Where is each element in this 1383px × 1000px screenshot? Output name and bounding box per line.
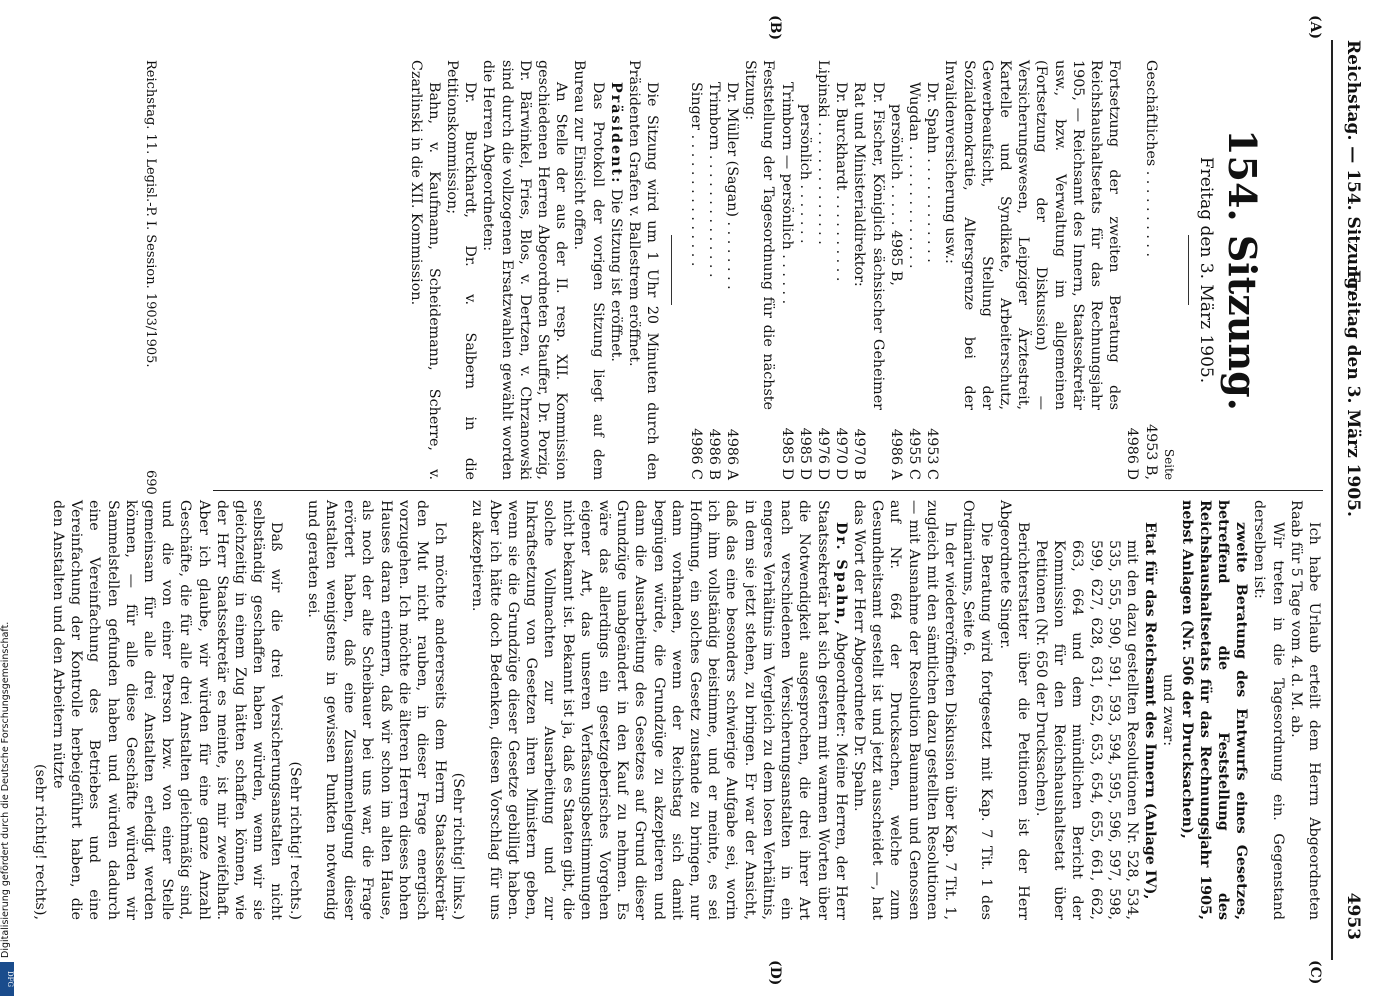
spahn-speech (467, 500, 849, 920)
agenda-intro: Wir treten in die Tagesordnung ein. Gegenstand derselben ist: (1251, 500, 1286, 920)
agenda-resolutions: mit den dazu gestellten Resolutionen Nr. 528, 534, 535, 555, 590, 591, 593, 594, 595, 596, 597, 598, 599, 627, 628, 631, 652, 653, 654, 655, 661, 662, 663, 664 und dem mündlichen Bericht der Kommission für den Reichshaushaltsetat über Petitionen (Nr. 650 der Drucksachen). (1032, 540, 1140, 920)
toc-row (796, 60, 814, 480)
toc-row (705, 60, 723, 480)
toc-page: 4976 D (814, 427, 831, 480)
protocol-paragraph: Das Protokoll der vorigen Sitzung liegt auf dem Bureau zur Einsicht offen. (571, 60, 606, 480)
toc-page: 4955 C (905, 428, 922, 480)
toc-row (887, 60, 905, 480)
toc-entry: Singer . . . . . . . . . . . . . . . (687, 82, 704, 267)
margin-marker-b: (B) (767, 15, 783, 41)
toc-entry: Dr. Spahn . . . . . . . . . . . . (924, 82, 941, 263)
president-paragraph (607, 60, 625, 480)
toc-entry (1123, 60, 1141, 410)
dfg-logo: DFG (0, 962, 14, 996)
digitization-credit: Digitalisierung gefördert durch die Deutsche Forschungsgemeinschaft. (0, 621, 11, 958)
toc-row (905, 60, 923, 480)
header-rule (1331, 40, 1333, 960)
interjection: (Sehr richtig! rechts.) (286, 761, 303, 920)
speech-paragraph: Daß wir die drei Versicherungsanstalten nicht selbständig geschaffen haben würden, wenn wir sie gleichzeitig in einem Zug hätten schaffen können, wie der Herr Staatssekretär es meinte, ist mir zweifelhaft. Aber ich glaube, wir würden für eine ganze Anzahl Geschäfte, die für alle drei Anstalten gleichmäßig sind, und die von einer Person bzw. von einer Stelle gemeinsam für alle drei Anstalten erledigt werden können, — für alle diese Geschäfte würden wir Sammelstellen gefunden haben und würden dadurch eine Vereinfachung des Betriebes und eine Vereinfachung der Kontrolle herbeigeführt haben, die den Anstalten und den Arbeitern nützte (49, 500, 285, 920)
toc-page: 4970 D (833, 427, 850, 480)
toc-entry: persönlich . . . . . . . (796, 104, 813, 244)
agenda-item-title: zweite Beratung des Entwurfs eines Gesetzes, betreffend die Feststellung des Reichshaushaltsetats für das Rechnungsjahr 1905, nebst Anlagen (Nr. 506 der Drucksachen), (1178, 500, 1250, 920)
title-rule (1188, 235, 1189, 305)
agenda-und-zwar: und zwar: (1160, 673, 1177, 747)
toc-page (941, 410, 1123, 480)
speech-text: Abgeordneter: Meine Herren, der Herr Staatssekretär hat sich gestern mit warmen Worten über die Notwendigkeit ausgesprochen, die drei ihrer Art nach verschiedenen Versicherungsanstalten in ein engeres Verhältnis im Vergleich zu dem losen Verhältnis, in dem sie jetzt stehen, zu bringen. Er war der Ansicht, daß das eine besonders schwierige Aufgabe sei, worin ich ihm vollständig beistimme, und er meinte, es sei Hoffnung, ein solches Gesetz zustande zu bringen, nur dann vorhanden, wenn der Reichstag sich damit begnügen würde, die Grundzüge zu akzeptieren und dann die Ausarbeitung des Gesetzes auf Grund dieser Grundzüge unabgeändert in den Kauf zu nehmen. Es wäre das allerdings ein gesetzgeberisches Vorgehen eigener Art, das unseren Verfassungsbestimmungen nicht bekannt ist. Bekannt ist ja, daß es Staaten gibt, die solche Vollmachten zur Ausarbeitung und zur Inkraftsetzung von Gesetzen ihren Ministern geben, wenn sie die Grundzüge dieser Gesetze gebilligt haben. Aber ich hätte doch Bedenken, diesen Vorschlag für uns zu akzeptieren. (468, 500, 849, 920)
toc-row (741, 60, 777, 480)
column-separator (213, 490, 1323, 491)
toc-entry: Trimborn . . . . . . . . . . . . . . (705, 82, 722, 278)
toc-row (941, 60, 1123, 480)
toc-entry: Dr. Burckhardt . . . . . . . . . . (833, 82, 850, 282)
toc-page: 4986 D (1124, 427, 1141, 480)
toc-entry: Lipinski . . . . . . . . . . . . . . (814, 60, 831, 245)
toc-page: 4953 B, (1142, 424, 1159, 480)
speech-paragraph: Ich möchte andererseits dem Herrn Staatssekretär den Mut nicht rauben, in dieser Frage energisch vorzugehen. Ich möchte die älteren Herren dieses hohen Hauses daran erinnern, daß wir schon im alten Hause, als noch der alte Scheibauer bei uns war, die Frage erörtert haben, daß eine Zusammenlegung dieser Anstalten wenigstens in gewissen Punkten notwendig und geraten sei. (304, 500, 449, 920)
toc-row (777, 60, 795, 480)
interjection: (Sehr richtig! links.) (450, 772, 467, 920)
toc-row (850, 60, 886, 480)
opening-paragraph: Die Sitzung wird um 1 Uhr 20 Minuten durch den Präsidenten Grafen v. Ballestrem eröffnet. (626, 60, 661, 480)
toc-entry: Trimborn — persönlich . . . . . . (778, 82, 795, 305)
toc-row (723, 60, 741, 480)
right-column (31, 500, 1323, 920)
margin-marker-c: (C) (1307, 960, 1323, 985)
toc-page: 4986 B (705, 428, 722, 480)
toc-page: 4970 B (851, 428, 868, 480)
session-title: 154. Sitzung. (1220, 129, 1265, 411)
interjection: (sehr richtig! rechts), (31, 763, 48, 920)
toc-entry: Feststellung der Tagesordnung für die nächste Sitzung: (742, 60, 777, 410)
president-text: Die Sitzung ist eröffnet. (607, 184, 624, 362)
toc-page: 4953 C (924, 428, 941, 480)
running-header (1335, 40, 1363, 940)
elected-commission: Bahn, v. Kaufmann, Scheidemann, Scherre, v. Czarlinski in die XII. Kommission. (407, 60, 442, 480)
toc-row (923, 60, 941, 480)
toc-row (814, 60, 832, 480)
header-page-number: 4953 (1343, 892, 1363, 940)
margin-marker-d: (D) (767, 960, 783, 986)
discussion-paragraph: In der wiedereröffneten Diskussion über Kap. 7 Tit. 1, zugleich mit den sämtlichen dazu gestellten Resolutionen — mit Ausnahme der Resolution Baumann und Genossen auf Nr. 664 der Drucksachen, welche zum Gesundheitsamt gestellt ist und jetzt ausscheidet —, hat das Wort der Herr Abgeordnete Dr. Spahn. (850, 500, 958, 920)
agenda-etat: Etat für das Reichsamt des Innern (Anlage IV), (1142, 522, 1159, 900)
president-label: Präsident: (607, 82, 624, 185)
toc-row (1123, 60, 1141, 480)
toc-page: 4986 A (723, 428, 740, 480)
toc-entry: Wugdan . . . . . . . . . . . . . . (905, 82, 922, 269)
footer-legislature: Reichstag. 11. Legisl.-P. I. Session. 1903/1905. (143, 60, 158, 368)
toc-page: 4985 D (796, 427, 813, 480)
toc-entry: Geschäftliches . . . . . . . . . . (1142, 60, 1159, 258)
toc-end-rule (671, 235, 672, 305)
speaker-name: Dr. Spahn, (832, 522, 849, 627)
commission-paragraph: An Stelle der aus der II. resp. XII. Kommission geschiedenen Herren Abgeordneten Stauffer, Dr. Porzig, Dr. Bärwinkel, Fries, Blos, v. Dertzen, v. Chrzanowski sind durch die vollzogenen Ersatzwahlen gewählt worden die Herren Abgeordneten: (480, 60, 570, 480)
header-left: Reichstag. — 154. Sitzung. (1343, 40, 1363, 296)
left-column (406, 60, 1323, 480)
toc-page: 4986 A (887, 428, 904, 480)
margin-marker-a: (A) (1307, 15, 1323, 40)
toc-entry: Fortsetzung der zweiten Beratung des Reichshaushaltsetats für das Rechnungsjahr 1905, — Reichsamt des Innern, Staatssekretär usw., bzw. Verwaltung im allgemeinen (Fortsetzung der Diskussion) — Versicherungswesen, Leipziger Ärztestreit, Kartelle und Syndikate, Arbeiterschutz, Gewerbeaufsicht, Stellung der Sozialdemokratie, Altersgrenze bei der Invalidenversicherung usw.: (942, 60, 1123, 410)
header-date: Freitag den 3. März 1905. (1343, 270, 1363, 517)
footer-sheet-number: 690 (143, 470, 158, 495)
table-of-contents (686, 60, 1159, 480)
toc-row (832, 60, 850, 480)
continuation-paragraph: Die Beratung wird fortgesetzt mit Kap. 7 Tit. 1 des Ordinariums, Seite 6. (960, 500, 995, 920)
toc-row (1141, 60, 1159, 480)
toc-row (686, 60, 704, 480)
leave-paragraph: Ich habe Urlaub erteilt dem Herrn Abgeordneten Raab für 5 Tage vom 4. d. M. ab. (1287, 500, 1322, 920)
toc-page: 4986 C (687, 428, 704, 480)
toc-entry: persönlich . . . . . 4985 B, (887, 104, 904, 286)
toc-entry: Dr. Müller (Sagan) . . . . . . . . (723, 82, 740, 290)
session-date: Freitag den 3. März 1905. (1196, 156, 1216, 384)
toc-seite-label: Seite (1161, 448, 1176, 480)
rapporteur-paragraph: Berichterstatter über die Petitionen ist der Herr Abgeordnete Singer. (996, 500, 1031, 920)
toc-page (741, 410, 777, 480)
elected-petition: Dr. Burckhardt, Dr. v. Salbern in die Petitionskommission; (444, 60, 479, 480)
toc-entry: Dr. Fischer, Königlich sächsischer Geheimer Rat und Ministerialdirektor: (851, 82, 886, 410)
toc-page: 4985 D (778, 427, 795, 480)
